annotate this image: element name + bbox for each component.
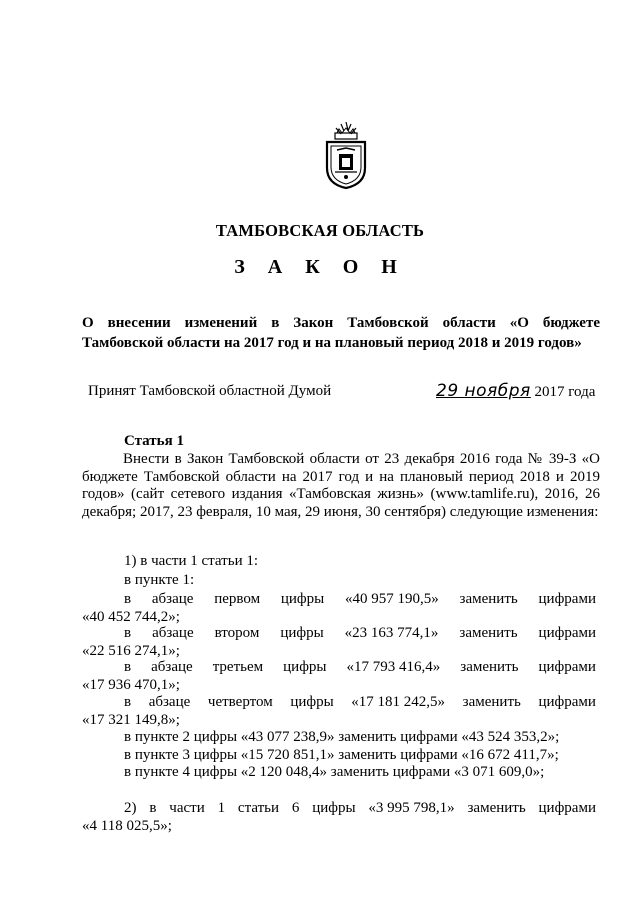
item-1-heading: 1) в части 1 статьи 1: bbox=[124, 553, 259, 569]
item-1-subheading: в пункте 1: bbox=[124, 572, 195, 588]
row-word: в bbox=[124, 591, 132, 607]
row-word: в bbox=[124, 625, 132, 641]
row-word: абзаце bbox=[151, 591, 194, 607]
row-word: заменить bbox=[459, 591, 518, 607]
row-word: в bbox=[124, 694, 132, 710]
row-word: заменить bbox=[467, 800, 526, 816]
replacement-row-2-new-value: «22 516 274,1»; bbox=[82, 643, 180, 659]
row-word: цифры bbox=[280, 625, 324, 641]
adoption-date bbox=[436, 381, 595, 401]
point-3-line: в пункте 3 цифры «15 720 851,1» заменить цифрами «16 672 411,7»; bbox=[124, 747, 559, 763]
row-word: заменить bbox=[462, 694, 521, 710]
replacement-row-3 bbox=[124, 659, 596, 676]
row-word: цифрами bbox=[538, 694, 596, 710]
row-old-value: «17 181 242,5» bbox=[351, 694, 446, 710]
row-word: цифры bbox=[290, 694, 334, 710]
row-word: цифрами bbox=[538, 625, 596, 641]
handwritten-date: 29 ноября bbox=[436, 381, 531, 401]
row-word: статьи bbox=[237, 800, 280, 816]
point-4-line: в пункте 4 цифры «2 120 048,4» заменить цифрами «3 071 609,0»; bbox=[124, 764, 545, 780]
row-word: цифрами bbox=[538, 800, 596, 816]
row-word: цифры bbox=[280, 591, 325, 607]
row-word: части bbox=[169, 800, 205, 816]
row-word: абзаце bbox=[151, 659, 193, 675]
replacement-row-3-new-value: «17 936 470,1»; bbox=[82, 677, 180, 693]
row-old-value: «23 163 774,1» bbox=[344, 625, 439, 641]
replacement-row-2 bbox=[124, 625, 596, 642]
article-intro-paragraph: Внести в Закон Тамбовской области от 23 декабря 2016 года № 39-З «О бюджете Тамбовской области на 2017 год и на плановый период 2018 и 2019 годов» (сайт сетевого издания «Тамбовская жизнь» (www.tamlife.ru), 2016, 26 декабря; 2017, 23 февраля, 10 мая, 29 июня, 30 сентября) следующие изменения: bbox=[82, 451, 600, 520]
row-word: цифрами bbox=[538, 659, 596, 675]
item-2-new-value: «4 118 025,5»; bbox=[82, 818, 172, 834]
adoption-year: 2017 года bbox=[534, 384, 596, 400]
row-word: 6 bbox=[291, 800, 300, 816]
row-word: цифрами bbox=[538, 591, 596, 607]
row-old-value: «3 995 798,1» bbox=[368, 800, 455, 816]
adopted-by-text: Принят Тамбовской областной Думой bbox=[88, 383, 332, 399]
row-word: третьем bbox=[212, 659, 264, 675]
row-word: в bbox=[124, 659, 132, 675]
row-word: заменить bbox=[460, 659, 519, 675]
row-word: 2) bbox=[124, 800, 137, 816]
row-old-value: «40 957 190,5» bbox=[345, 591, 439, 607]
replacement-row-1-new-value: «40 452 744,2»; bbox=[82, 609, 180, 625]
item-2-line bbox=[124, 800, 596, 817]
row-word: цифры bbox=[283, 659, 327, 675]
coat-of-arms-icon bbox=[323, 120, 369, 190]
row-word: 1 bbox=[217, 800, 226, 816]
point-2-line: в пункте 2 цифры «43 077 238,9» заменить цифрами «43 524 353,2»; bbox=[124, 729, 560, 745]
row-word: абзаце bbox=[152, 625, 194, 641]
row-word: четвертом bbox=[207, 694, 273, 710]
article-heading: Статья 1 bbox=[124, 433, 184, 449]
row-word: в bbox=[149, 800, 157, 816]
replacement-row-4 bbox=[124, 694, 596, 711]
region-heading: ТАМБОВСКАЯ ОБЛАСТЬ bbox=[215, 221, 425, 240]
replacement-row-4-new-value: «17 321 149,8»; bbox=[82, 712, 180, 728]
document-type-heading: З А К О Н bbox=[234, 256, 406, 278]
row-word: втором bbox=[214, 625, 260, 641]
row-word: цифры bbox=[312, 800, 356, 816]
row-word: заменить bbox=[459, 625, 518, 641]
replacement-row-1 bbox=[124, 591, 596, 608]
law-title: О внесении изменений в Закон Тамбовской области «О бюджете Тамбовской области на 2017 год и на плановый период 2018 и 2019 годов» bbox=[82, 315, 600, 351]
row-word: первом bbox=[214, 591, 261, 607]
row-word: абзаце bbox=[148, 694, 191, 710]
row-old-value: «17 793 416,4» bbox=[346, 659, 441, 675]
